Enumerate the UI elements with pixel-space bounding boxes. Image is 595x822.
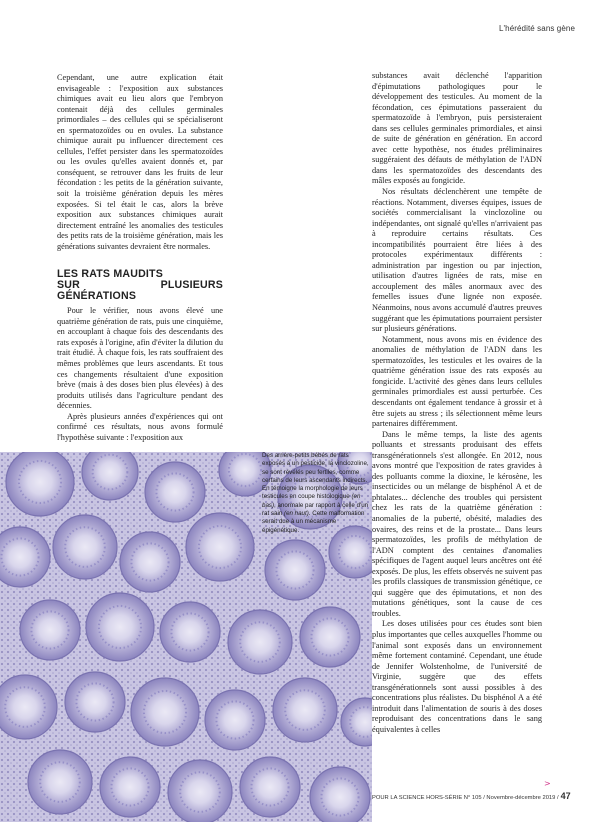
left-paragraph-1: Cependant, une autre explication était envisageable : l'exposition aux substances chimiques avait eu lieu alors que l'embryon contenait déjà des cellules germinales primordiales – des cellules qui se spécialiseront en spermatozoïdes ou en ovules. La substance chimique aurait pu influencer directement ces cellules, l'effet persister dans les spermatozoïdes ou les ovules qu'elles avaient donnés et, par conséquent, se retrouver dans les fruits de leur fécondation : les petits de la génération suivante, soit la troisième génération depuis les mères exposées. Si tel était le cas, alors la brève exposition aux substances chimiques aurait directement entraîné les anomalies des testicules des petits rats de la troisième génération, mais les générations suivantes devraient être normales. (57, 73, 223, 251)
tubule-section (205, 690, 265, 750)
tubule-section (240, 757, 300, 817)
right-paragraph-4: Dans le même temps, la liste des agents polluants et stressants produisant des effets transgénérationnels s'est allongée. En 2012, nous avons montré que l'exposition de rates gravides à des polluants comme la dioxine, le kérosène, les insecticides ou un mélange de bisphénol A et de phtalates... déclenche des troubles qui persistent chez les rats de la quatrième génération : anomalies de la puberté, obésité, maladies des ovaires, des reins et de la prostate... Dans leurs spermatozoïdes, les profils de méthylation de l'ADN comptent des centaines d'anomalies spécifiques de l'agent auquel leurs ancêtres ont été exposés. De plus, les effets observés ne suivent pas les profils classiques de transmission génétique, ce qui suggère que des épimutations, et non des mutations génétiques, sont la cause de ces troubles. (372, 429, 542, 618)
tubule-section (65, 672, 125, 732)
tubule-section (86, 593, 154, 661)
tubule-section (186, 513, 254, 581)
running-head: L'hérédité sans gène (498, 24, 575, 33)
section-heading-line2: SUR PLUSIEURS GÉNÉRATIONS (57, 279, 223, 303)
left-paragraph-2: Pour le vérifier, nous avons élevé une quatrième génération de rats, puis une cinquième, en accouplant à chaque fois des descendants des rats exposés à l'origine, afin d'éviter la dilution du trait étudié. À chaque fois, les rats souffraient des mêmes problèmes que leurs ascendants. Et tous ces changements résultaient d'une exposition brève (mais à des doses bien plus élevées) à des produits utilisés dans l'agriculture pendant des décennies. (57, 306, 223, 411)
tubule-section (273, 678, 337, 742)
tubule-section (82, 452, 138, 500)
tubule-section (120, 532, 180, 592)
tubule-section (265, 540, 325, 600)
tubule-section (100, 757, 160, 817)
right-paragraph-1: substances avait déclenché l'apparition d'épimutations pathologiques pour le développement des testicules. Au moment de la fécondation, ces épimutations passeraient du spermatozoïde à l'embryon, puis persisteraient dans ses cellules germinales primordiales, et ainsi de suite de génération en génération. En accord avec cette hypothèse, nos études préliminaires suggéraient des défauts de méthylation de l'ADN dans les spermatozoïdes des descendants des mâles exposés au fongicide. (372, 71, 542, 186)
page-number: 47 (560, 791, 571, 801)
tubule-section (160, 602, 220, 662)
left-column (57, 73, 223, 443)
section-heading (57, 269, 223, 302)
caption-part1: Des arrière-petits bébés de rats exposés à un pesticide, la vinclozoline, se sont révélés peu fertiles, comme certains de leurs ascendants indirects. En témoigne la morphologie de leurs testicules en coupe histologique (262, 452, 369, 501)
footer-text: POUR LA SCIENCE HORS-SÉRIE N° 105 / Novembre-décembre 2019 / (372, 795, 559, 801)
tubule-section (131, 678, 199, 746)
tubule-section (228, 610, 292, 674)
tubule-section (0, 675, 57, 739)
tubule-section (145, 462, 205, 522)
section-heading-line1: LES RATS MAUDITS (57, 268, 163, 281)
caption-em1: (en bas) (262, 493, 361, 509)
right-column (372, 71, 542, 735)
tubule-section (300, 607, 360, 667)
tubule-section (28, 750, 92, 814)
tubule-section (168, 760, 232, 822)
tubule-section (20, 600, 80, 660)
tubule-section (53, 515, 117, 579)
caption-part3: . Cette malformation serait due à un mécanisme épigénétique. (262, 510, 365, 534)
caption-part2: , anormale par rapport à celle d'un rat sain (262, 501, 369, 518)
page-footer (372, 791, 571, 801)
figure-caption (262, 452, 370, 535)
right-paragraph-3: Notamment, nous avons mis en évidence des anomalies de méthylation de l'ADN dans les spermatozoïdes, les testicules et les ovaires de la quatrième génération issue des rats exposés au fongicide. L'activité des gènes dans leurs cellules germinales primordiales est aussi perturbée. Ces descendants ont également tendance à grossir et à être sujets au stress ; ils sélectionnent même leurs partenaires différemment. (372, 334, 542, 429)
tubule-section (310, 767, 370, 822)
right-paragraph-5: Les doses utilisées pour ces études sont bien plus importantes que celles auxquelles l'homme ou l'animal sont exposés dans un environnement même fortement contaminé. Cependant, une étude de Jennifer Wolstenholme, de l'université de Virginie, suggère que des effets transgénérationnels sont aussi possibles à des concentrations plus réalistes. Du bisphénol A a été introduit dans l'alimentation de souris à des doses reproduisant des concentrations dans le sang équivalentes à celles (372, 619, 542, 734)
right-chevron-icon: > (544, 779, 551, 788)
caption-em2: (en haut) (284, 510, 309, 518)
tubule-section (6, 452, 74, 516)
left-paragraph-3: Après plusieurs années d'expériences qui ont confirmé ces résultats, nous avons formulé l'hypothèse suivante : l'exposition aux (57, 411, 223, 442)
right-paragraph-2: Nos résultats déclenchèrent une tempête de réactions. Notamment, diverses équipes, issues de sociétés commercialisant la vinclozoline ou indépendantes, ont signalé qu'elles n'arrivaient pas à reproduire certains résultats. Ces incompatibilités pourraient être liées à des protocoles expérimentaux différents : administration par ingestion ou par injection, utilisation d'autres lignées de rats, mise en accouplement des mâles anormaux avec des femelles issues d'une lignée non exposée. Néanmoins, nous avons accumulé d'autres preuves suggérant que les épimutations pourraient persister sur plusieurs générations. (372, 187, 542, 334)
